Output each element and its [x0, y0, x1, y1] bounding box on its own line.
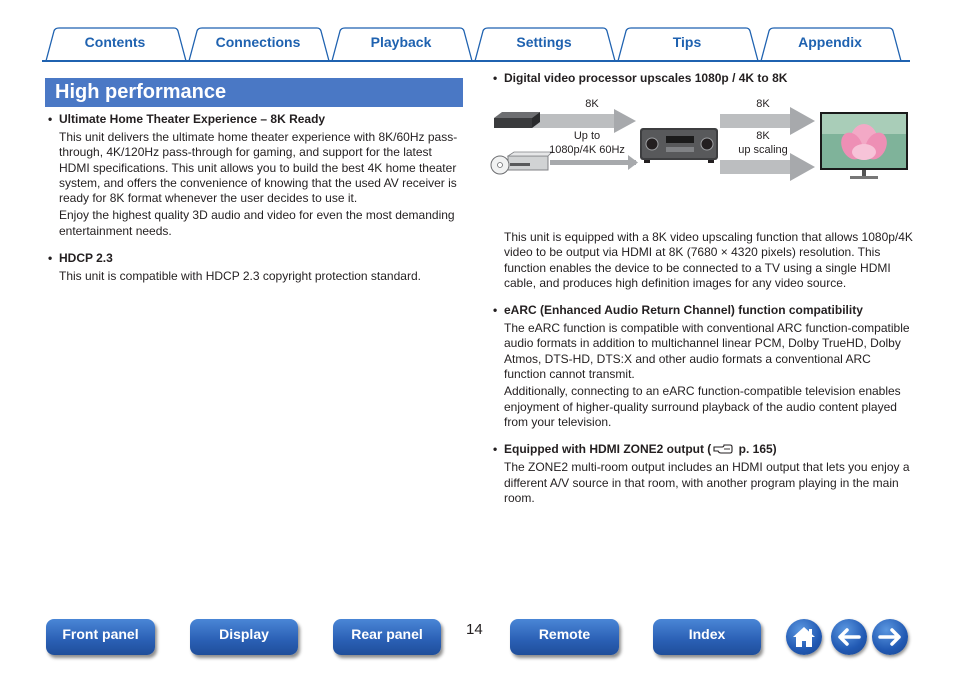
tab-playback-label: Playback [370, 34, 432, 50]
blu-ray-player-icon [494, 112, 540, 128]
page-number: 14 [466, 621, 483, 638]
tab-appendix[interactable] [761, 27, 899, 61]
label-upscale-line1: 8K [756, 130, 770, 142]
tab-tips-label: Tips [672, 34, 702, 50]
zone2-heading-text: Equipped with HDMI ZONE2 output ( [504, 442, 712, 457]
section-zone2-heading [493, 442, 913, 457]
section-8k-ready-paragraph-2: Enjoy the highest quality 3D audio and video for even the most demanding entertainment needs. [59, 208, 455, 238]
tab-connections[interactable] [189, 27, 327, 61]
upscaling-diagram [490, 92, 910, 184]
section-earc-heading: • eARC (Enhanced Audio Return Channel) function compatibility [493, 303, 913, 318]
label-upto-line1: Up to [573, 130, 601, 142]
left-column [48, 112, 458, 286]
tab-contents-label: Contents [84, 34, 146, 50]
section-upscale-heading: • Digital video processor upscales 1080p / 4K to 8K [493, 71, 913, 86]
section-earc-paragraph-2: Additionally, connecting to an eARC function-compatible television enables enjoyment of higher-quality surround playback of the audio content played from your television. [504, 384, 901, 429]
section-upscale-paragraph: This unit is equipped with a 8K video upscaling function that allows 1080p/4K video to be output via HDMI at 8K (7680 × 4320 pixels) resolution. This function enables the device to be connected to a TV using a single HDMI cable, and produces high definition images for any video source. [504, 230, 913, 290]
home-button[interactable] [786, 619, 822, 655]
nav-display-button[interactable]: Display [190, 619, 298, 655]
tab-settings[interactable] [475, 27, 613, 61]
forward-arrow-icon [872, 619, 908, 655]
arrow-hd-input [550, 155, 638, 170]
section-8k-ready-paragraph-1: This unit delivers the ultimate home theater experience with 8K/60Hz pass-through, 4K/120Hz pass-through for gaming, and support for the latest HDMI specifications. This unit allows you to build the best 4K home theater system, and offers the convenience of knowing that the used AV receiver is ready for 8K format whenever the user decides to use it. [59, 130, 458, 206]
av-receiver-icon [640, 128, 718, 163]
tab-tips[interactable] [618, 27, 756, 61]
zone2-page-reference-link[interactable]: p. 165) [735, 442, 777, 457]
label-upto-line2: 1080p/4K 60Hz [549, 144, 625, 156]
tab-contents[interactable] [46, 27, 184, 61]
tv-icon [820, 112, 908, 179]
tab-appendix-label: Appendix [798, 34, 862, 50]
tab-playback[interactable] [332, 27, 470, 61]
home-icon [786, 619, 822, 655]
nav-remote-button[interactable]: Remote [510, 619, 619, 655]
pointing-hand-icon [713, 442, 733, 454]
upscale-heading-block [493, 71, 913, 89]
nav-front-panel-button[interactable]: Front panel [46, 619, 155, 655]
back-button[interactable] [831, 619, 867, 655]
label-8k-input: 8K [585, 98, 599, 110]
right-column [493, 230, 913, 508]
section-8k-ready-heading: • Ultimate Home Theater Experience – 8K Ready [48, 112, 458, 127]
back-arrow-icon [831, 619, 867, 655]
section-earc-paragraph-1: The eARC function is compatible with conventional ARC function-compatible audio formats in addition to multichannel linear PCM, Dolby TrueHD, Dolby Atmos, DTS-HD, DTS:X and other audio formats a conventional ARC function cannot transmit. [504, 321, 910, 382]
nav-rear-panel-button[interactable]: Rear panel [333, 619, 441, 655]
tab-settings-label: Settings [516, 34, 572, 50]
section-hdcp-heading: • HDCP 2.3 [48, 251, 458, 266]
label-upscale-line2: up scaling [738, 144, 788, 156]
nav-index-button[interactable]: Index [653, 619, 761, 655]
forward-button[interactable] [872, 619, 908, 655]
top-tab-bar [42, 24, 910, 64]
label-8k-output: 8K [756, 98, 770, 110]
section-hdcp-paragraph: This unit is compatible with HDCP 2.3 copyright protection standard. [59, 269, 421, 284]
arrow-8k-upscaled [720, 153, 815, 181]
tab-underline [42, 60, 910, 62]
section-zone2-paragraph: The ZONE2 multi-room output includes an HDMI output that lets you enjoy a different A/V source in that room, with another program playing in the main room. [504, 460, 910, 505]
page-title: High performance [45, 78, 463, 107]
tab-connections-label: Connections [215, 34, 301, 50]
